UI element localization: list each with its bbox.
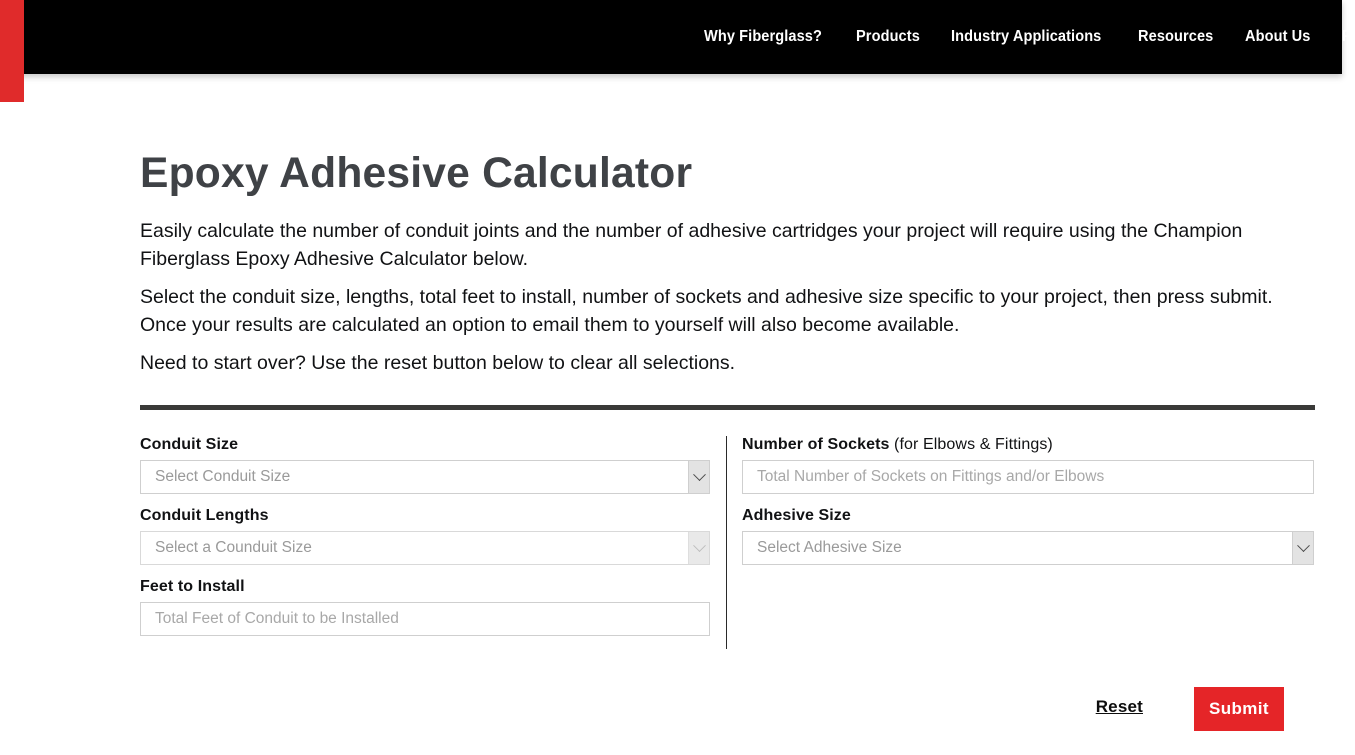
adhesive-size-select[interactable]: Select Adhesive Size — [742, 531, 1314, 565]
number-of-sockets-input[interactable] — [742, 460, 1314, 494]
number-of-sockets-label — [742, 436, 1314, 454]
conduit-lengths-select[interactable]: Select a Counduit Size — [140, 531, 710, 565]
form-actions — [140, 687, 1315, 743]
feet-to-install-label: Feet to Install — [140, 578, 245, 595]
nav-item-industry-applications[interactable]: Industry Applications — [951, 28, 1102, 45]
page-content — [140, 74, 1315, 743]
nav-item-resources[interactable]: Resources — [1138, 28, 1214, 45]
field-adhesive-size — [742, 507, 1314, 565]
page-title: Epoxy Adhesive Calculator — [140, 149, 693, 197]
site-header — [0, 0, 1355, 74]
submit-button[interactable]: Submit — [1194, 687, 1284, 731]
intro-paragraph-1: Easily calculate the number of conduit joints and the number of adhesive cartridges your project will require using the Champion Fiberglass Epoxy Adhesive Calculator below. — [140, 220, 1243, 270]
brand-accent-bar — [0, 0, 24, 102]
number-of-sockets-label-bold: Number of Sockets — [742, 436, 890, 453]
page-wrapper — [0, 74, 1342, 743]
adhesive-size-label: Adhesive Size — [742, 507, 851, 524]
nav-item-about-us[interactable]: About Us — [1245, 28, 1311, 45]
reset-button[interactable]: Reset — [1095, 697, 1143, 716]
form-column-left — [140, 436, 710, 649]
number-of-sockets-label-note: (for Elbows & Fittings) — [889, 436, 1053, 453]
calculator-form — [140, 436, 1315, 649]
feet-to-install-input[interactable] — [140, 602, 710, 636]
intro-paragraph-3: Need to start over? Use the reset button below to clear all selections. — [140, 352, 736, 374]
nav-item-why-fiberglass[interactable]: Why Fiberglass? — [703, 28, 822, 45]
field-feet-to-install — [140, 578, 710, 636]
conduit-size-select-wrapper — [140, 460, 710, 494]
field-conduit-size — [140, 436, 710, 494]
intro-paragraph-2: Select the conduit size, lengths, total feet to install, number of sockets and adhesive size specific to your project, then press submit. Once your results are calculated an option to email them to yourself will also become available. — [140, 286, 1273, 336]
conduit-size-label: Conduit Size — [140, 436, 239, 453]
field-number-of-sockets — [742, 436, 1314, 494]
conduit-size-select[interactable]: Select Conduit Size — [140, 460, 710, 494]
adhesive-size-select-wrapper — [742, 531, 1314, 565]
main-navigation — [703, 0, 1355, 74]
section-divider — [140, 405, 1315, 410]
nav-item-find-a-rep[interactable]: Fi — [1342, 28, 1355, 45]
nav-item-products[interactable]: Products — [856, 28, 921, 45]
column-divider — [726, 436, 727, 649]
form-column-right — [742, 436, 1314, 649]
conduit-lengths-select-wrapper — [140, 531, 710, 565]
conduit-lengths-label: Conduit Lengths — [140, 507, 269, 524]
field-conduit-lengths — [140, 507, 710, 565]
